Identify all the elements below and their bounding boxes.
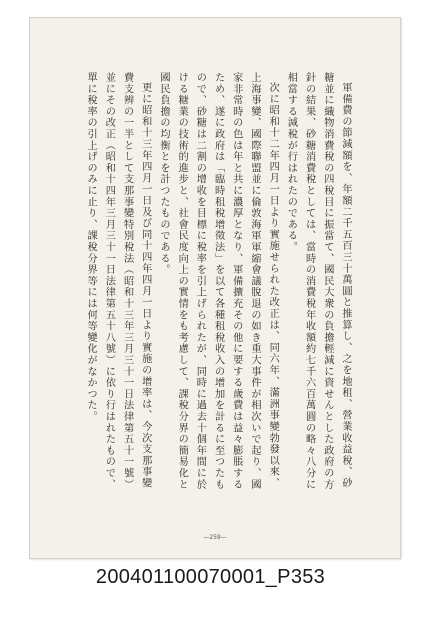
- paragraph-1: 軍備費の節減額を、年額二千五百三十萬圓と推算し、之を地租、營業收益稅、砂糖並に織物消費稅の四稅目に振當て、國民大衆の負擔輕減に資せんとした政府の方針の結果、砂糖消費稅としては、當時の消費稅年收額約七千六百萬圓の略々八分に相當する減稅が行はれたのである。: [285, 72, 351, 491]
- body-text: [81, 72, 354, 496]
- document-page: [29, 17, 401, 559]
- paragraph-2: 次に昭和十二年四月一日より實施せられた改正は、同六年、滿洲事變勃發以來、上海事變、國際聯盟並に倫敦海軍軍縮會議脫退の如き重大事件が相次いで起り、國家非常時の色は年と共に濃厚となり、軍備擴充その他に要する歲費は益々膨脹するため、遂に政府は「臨時租稅增徵法」を以て各種租稅收入の增加を計るに至つたもので、砂糖は二割の增收を目標に稅率を引上げられたが、同時に過去十個年間に於ける糖業の技術的進步と、社會民度向上の實情をも考慮して、課稅分界の簡易化と國民負擔の均衡とを計つたものである。: [157, 72, 279, 491]
- paragraph-3: 更に昭和十三年四月一日及び同十四年四月一日より實施の增率は、今次支那事變費支辨の一半として支那事變特別稅法（昭和十三年三月三十一日法律第五十一號）並にその改正（昭和十四年三月三十一日法律第五十八號）に依り行はれたもので、單に稅率の引上げのみに止り、課稅分界等には何等變化がなかつた。: [85, 72, 151, 491]
- page-number: —259—: [203, 534, 227, 541]
- archive-id-caption: 200401100070001_P353: [95, 566, 326, 588]
